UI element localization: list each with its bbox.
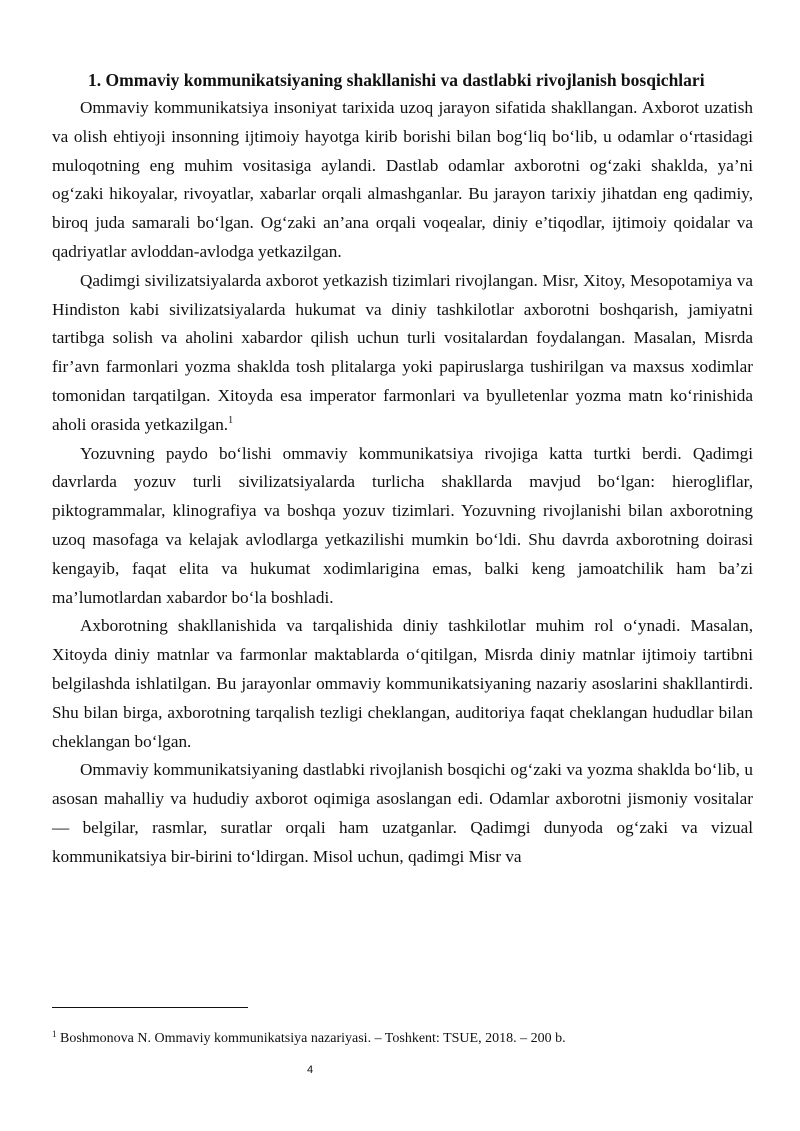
paragraph-2 <box>52 267 753 440</box>
footnote-text: Boshmonova N. Ommaviy kommunikatsiya nazariyasi. – Toshkent: TSUE, 2018. – 200 b. <box>60 1031 566 1046</box>
footnote <box>52 1030 752 1048</box>
paragraph-5: Ommaviy kommunikatsiyaning dastlabki rivojlanish bosqichi og‘zaki va yozma shaklda bo‘lib, u asosan mahalliy va hududiy axborot oqimiga asoslangan edi. Odamlar axborotni jismoniy vositalar — belgilar, rasmlar, suratlar orqali ham uzatganlar. Qadimgi dunyoda og‘zaki va vizual kommunikatsiya bir-birini to‘ldirgan. Misol uchun, qadimgi Misr va <box>52 760 753 866</box>
footnote-divider <box>52 1007 248 1008</box>
page-body <box>52 66 753 872</box>
paragraph-4: Axborotning shakllanishida va tarqalishida diniy tashkilotlar muhim rol o‘ynadi. Masalan, Xitoyda diniy matnlar va farmonlar maktablarda o‘qitilgan, Misrda diniy matnlar ijtimoiy tartibni belgilashda ishlatilgan. Bu jarayonlar ommaviy kommunikatsiyaning nazariy asoslarini shakllantirdi. Shu bilan birga, axborotning tarqalish tezligi cheklangan, auditoriya faqat cheklangan hududlar bilan cheklangan bo‘lgan. <box>52 616 753 751</box>
footnote-reference: 1 <box>228 414 234 426</box>
paragraph-1: Ommaviy kommunikatsiya insoniyat tarixida uzoq jarayon sifatida shakllangan. Axborot uzatish va olish ehtiyoji insonning ijtimoiy hayotga kirib borishi bilan bog‘liq bo‘lib, u odamlar o‘rtasidagi muloqotning eng muhim vositasiga aylandi. Dastlab odamlar axborotni og‘zaki shaklda, ya’ni og‘zaki hikoyalar, rivoyatlar, xabarlar orqali almashganlar. Bu jarayon tarixiy jihatdan eng qadimiy, biroq juda samarali bo‘lgan. Og‘zaki an’ana orqali voqealar, diniy e’tiqodlar, ijtimoiy qoidalar va qadriyatlar avloddan-avlodga yetkazilgan. <box>52 98 753 261</box>
section-heading: 1. Ommaviy kommunikatsiyaning shakllanishi va dastlabki rivojlanish bosqichlari <box>88 70 705 90</box>
paragraph-3: Yozuvning paydo bo‘lishi ommaviy kommunikatsiya rivojiga katta turtki berdi. Qadimgi davrlarda yozuv turli sivilizatsiyalarda turlicha shakllarda mavjud bo‘lgan: hierogliflar, piktogrammalar, klinografiya va boshqa yozuv tizimlari. Yozuvning rivojlanishi bilan axborotning uzoq masofaga va kelajak avlodlarga yetkazilishi mumkin bo‘ldi. Shu davrda axborotning doirasi kengayib, faqat elita va hukumat xodimlarigina emas, balki keng jamoatchilik ham ba’zi ma’lumotlardan xabardor bo‘la boshladi. <box>52 443 753 607</box>
paragraph-2-text: Qadimgi sivilizatsiyalarda axborot yetkazish tizimlari rivojlangan. Misr, Xitoy, Mesopotamiya va Hindiston kabi sivilizatsiyalarda hukumat va diniy tashkilotlar axborotni boshqarish, jamiyatni tartibga solish va aholini xabardor qilish uchun turli vositalardan foydalangan. Masalan, Misrda fir’avn farmonlari yozma shaklda tosh plitalarga yoki papiruslarga tushirilgan va maxsus xodimlar tomonidan tarqatilgan. Xitoyda esa imperator farmonlari va byulletenlar yozma matn ko‘rinishida aholi orasida yetkazilgan. <box>52 270 753 434</box>
footnote-marker: 1 <box>52 1029 57 1039</box>
page-number: 4 <box>306 1064 314 1076</box>
